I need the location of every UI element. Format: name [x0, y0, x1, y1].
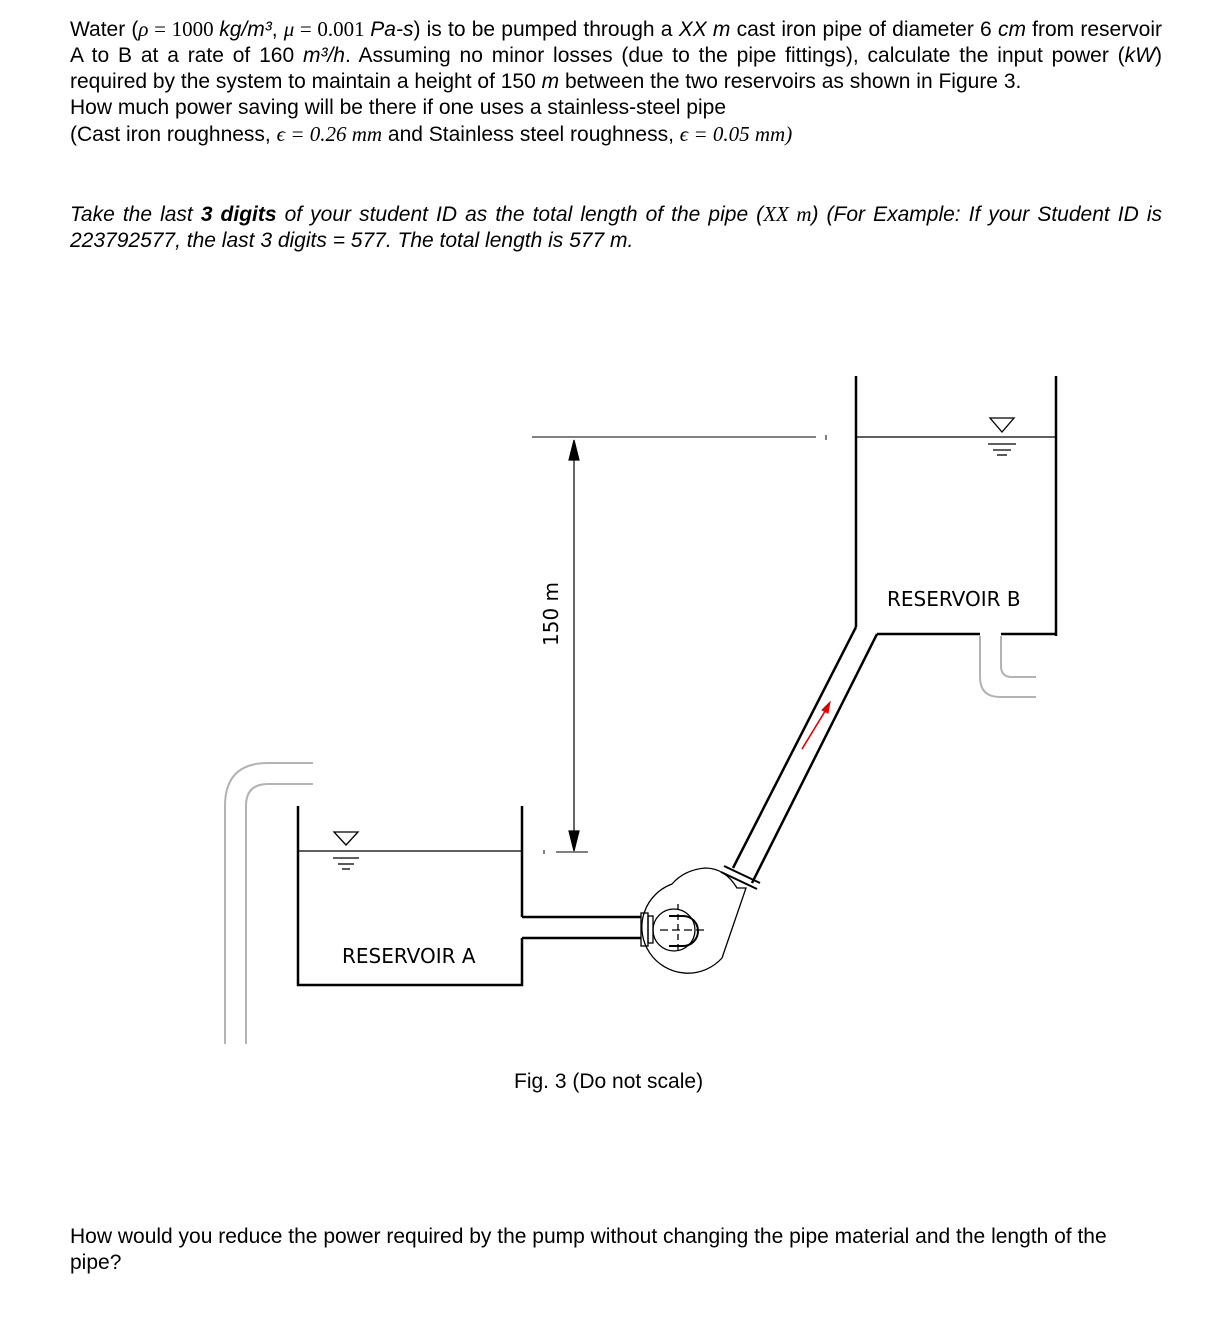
- figure-caption: Fig. 3 (Do not scale): [514, 1070, 704, 1093]
- discharge-pipe: [733, 376, 877, 883]
- student-id-instruction: Take the last 3 digits of your student ID as the total length of the pipe (XX m) (For Example: If your Student ID is 223792577, the last 3 digits = 577. The total length is 577 m.: [70, 202, 1162, 252]
- height-label: 150 m: [539, 581, 563, 646]
- outlet-pipe-b: [980, 636, 1036, 697]
- reservoir-a-label: RESERVOIR A: [342, 944, 476, 968]
- reservoir-b-label: RESERVOIR B: [887, 587, 1021, 611]
- pump-icon: [641, 868, 746, 973]
- stainless-question: How much power saving will be there if one uses a stainless-steel pipe: [70, 96, 726, 119]
- height-dimension-arrow: [569, 440, 579, 851]
- inlet-pipe-a: [225, 763, 313, 1044]
- problem-statement: Water (ρ = 1000 kg/m³, μ = 0.001 Pa-s) is to be pumped through a XX m cast iron pipe of diameter 6 cm from reservoir A to B at a rate of 160 m³/h. Assuming no minor losses (due to the pipe fittings), calculate the input power (kW) required by the system to maintain a height of 150 m between the two reservoirs as shown in Figure 3. How much power saving will be there if one uses a stainless-steel pipe (Cast iron roughness, ϵ = 0.26 mm and Stainless steel roughness, ϵ = 0.05 mm): [70, 17, 1163, 146]
- suction-pipe: [522, 917, 641, 938]
- final-question: How would you reduce the power required by the pump without changing the pipe material and the length of the pipe?: [70, 1225, 1107, 1274]
